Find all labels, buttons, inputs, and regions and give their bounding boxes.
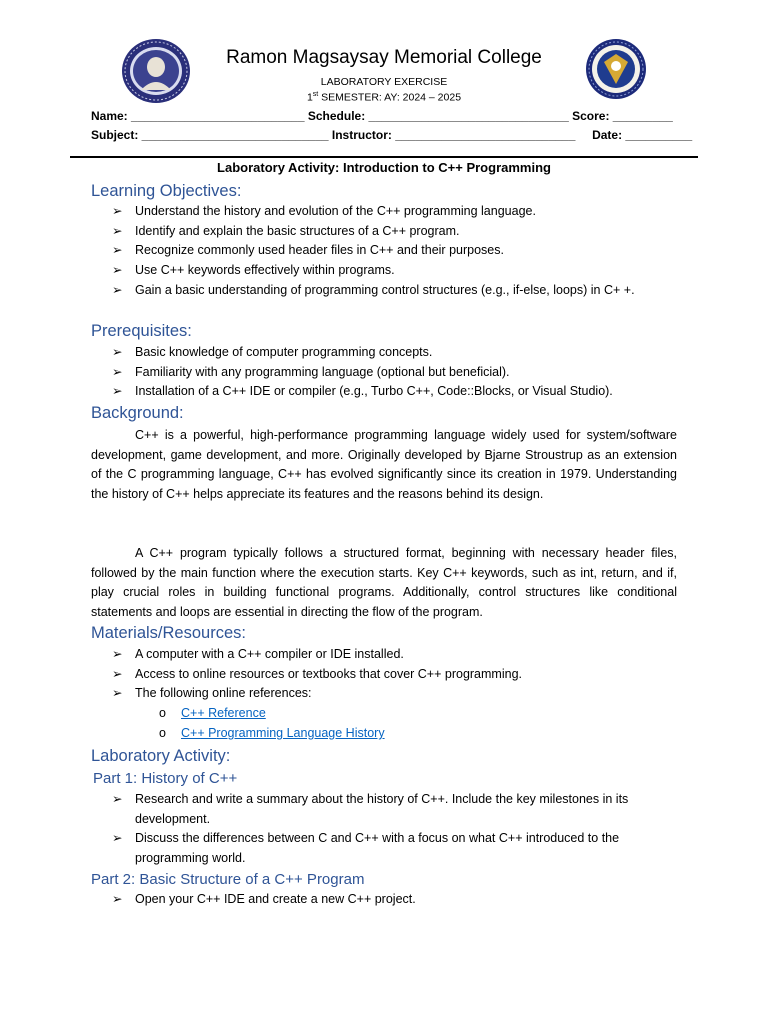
- background-text-2: A C++ program typically follows a structured format, beginning with necessary header files, followed by the main function where the execution starts. Key C++ keywords, such as int, return, and if, play crucial roles in building functional programs. Additionally, control structures like conditional statements and loops are essential in directing the flow of the program.: [91, 546, 677, 619]
- arrow-bullet-icon: ➢: [112, 243, 123, 257]
- learning-objectives-heading: Learning Objectives:: [91, 182, 242, 200]
- sub-bullet-icon: o: [159, 726, 166, 740]
- material-item: A computer with a C++ compiler or IDE installed.: [135, 647, 404, 661]
- semester-line: [0, 91, 768, 104]
- prerequisite-item: Familiarity with any programming language (optional but beneficial).: [135, 365, 510, 379]
- arrow-bullet-icon: ➢: [112, 647, 123, 661]
- part2-heading: Part 2: Basic Structure of a C++ Program: [91, 871, 365, 888]
- part1-item: Research and write a summary about the history of C++. Include the key milestones in its development.: [135, 792, 629, 826]
- cpp-reference-link[interactable]: C++ Reference: [181, 706, 266, 720]
- arrow-bullet-icon: ➢: [112, 365, 123, 379]
- arrow-bullet-icon: ➢: [112, 224, 123, 238]
- sub-bullet-icon: o: [159, 706, 166, 720]
- prerequisites-heading: Prerequisites:: [91, 322, 192, 340]
- semester-text: SEMESTER: AY: 2024 – 2025: [318, 91, 462, 104]
- lab-activity-heading: Laboratory Activity:: [91, 747, 231, 765]
- semester-number: 1: [306, 91, 313, 104]
- objective-item: Understand the history and evolution of the C++ programming language.: [135, 204, 536, 218]
- arrow-bullet-icon: ➢: [112, 831, 123, 845]
- part1-item: Discuss the differences between C and C++ with a focus on what C++ introduced to the programming world.: [135, 831, 620, 865]
- materials-heading: Materials/Resources:: [91, 624, 246, 642]
- header-divider: [70, 156, 698, 158]
- semester-ordinal: st: [312, 91, 319, 98]
- background-text-1: C++ is a powerful, high-performance programming language widely used for system/software development, game development, and more. Originally developed by Bjarne Stroustrup as an extension of the C programming language, C++ has evolved significantly since its creation in 1979. Understanding the history of C++ helps appreciate its features and the reasons behind its design.: [91, 428, 677, 501]
- info-row-name-schedule-score: Name: __________________________ Schedule: ______________________________ Score: _________: [91, 109, 673, 123]
- material-item: Access to online resources or textbooks that cover C++ programming.: [135, 667, 522, 681]
- info-row-subject-instructor-date: Subject: ____________________________ Instructor: ___________________________ Date: __________: [91, 128, 693, 142]
- prerequisite-item: Basic knowledge of computer programming concepts.: [135, 345, 433, 359]
- objective-item: Use C++ keywords effectively within programs.: [135, 263, 395, 277]
- arrow-bullet-icon: ➢: [112, 204, 123, 218]
- arrow-bullet-icon: ➢: [112, 686, 123, 700]
- arrow-bullet-icon: ➢: [112, 792, 123, 806]
- activity-title: Laboratory Activity: Introduction to C++ Programming: [217, 160, 551, 175]
- part1-heading: Part 1: History of C++: [93, 770, 238, 787]
- arrow-bullet-icon: ➢: [112, 384, 123, 398]
- lab-exercise-label: LABORATORY EXERCISE: [320, 76, 448, 88]
- arrow-bullet-icon: ➢: [112, 667, 123, 681]
- arrow-bullet-icon: ➢: [112, 283, 123, 297]
- objective-item: Recognize commonly used header files in C++ and their purposes.: [135, 243, 504, 257]
- part2-item: Open your C++ IDE and create a new C++ project.: [135, 892, 416, 906]
- prerequisite-item: Installation of a C++ IDE or compiler (e.g., Turbo C++, Code::Blocks, or Visual Studio).: [135, 384, 613, 398]
- material-item: The following online references:: [135, 686, 312, 700]
- college-name: Ramon Magsaysay Memorial College: [226, 47, 542, 68]
- objective-item: Identify and explain the basic structures of a C++ program.: [135, 224, 460, 238]
- objective-item: Gain a basic understanding of programming control structures (e.g., if-else, loops) in C+ +.: [135, 283, 635, 297]
- arrow-bullet-icon: ➢: [112, 892, 123, 906]
- arrow-bullet-icon: ➢: [112, 263, 123, 277]
- background-heading: Background:: [91, 404, 184, 422]
- background-paragraph-2: [91, 544, 677, 622]
- arrow-bullet-icon: ➢: [112, 345, 123, 359]
- cpp-history-link[interactable]: C++ Programming Language History: [181, 726, 385, 740]
- background-paragraph-1: [91, 426, 677, 504]
